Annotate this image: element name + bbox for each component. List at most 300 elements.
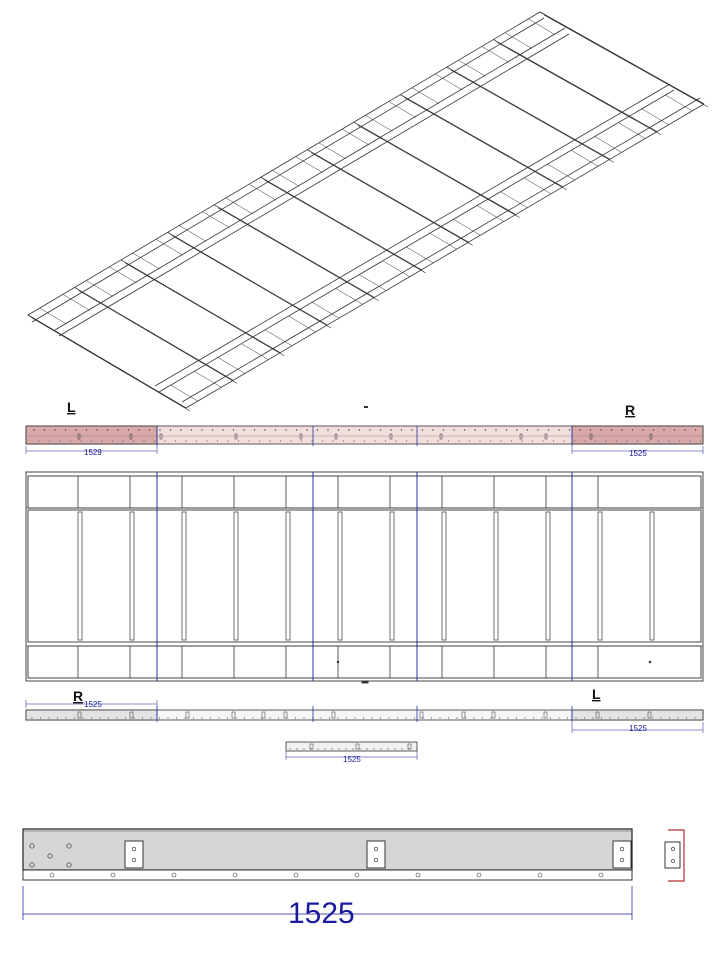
rail-hole (422, 429, 423, 430)
rail-hole (201, 429, 202, 430)
rail-hole (369, 429, 370, 430)
rail-hole (611, 429, 612, 430)
rail-hole (176, 717, 177, 718)
part-hole (289, 748, 290, 749)
iso-cross-member-edge (451, 70, 614, 162)
rail-hole (558, 429, 559, 430)
rail-hole (311, 440, 312, 441)
rail-hole (474, 429, 475, 430)
iso-short-bracket (524, 178, 551, 194)
rail-hole (371, 717, 372, 718)
rail-hole (674, 429, 675, 430)
iso-short-bracket (665, 95, 692, 111)
rail-hole (569, 429, 570, 430)
rail-hole (390, 429, 391, 430)
rail-hole (668, 440, 669, 441)
rail-hole (579, 429, 580, 430)
part-hole (380, 748, 381, 749)
rail-hole (439, 717, 440, 718)
iso-short-bracket (477, 205, 504, 221)
rail-hole (574, 440, 575, 441)
iso-short-bracket (336, 288, 363, 304)
rail-hole (254, 429, 255, 430)
iso-short-bracket (595, 136, 622, 152)
iso-short-bracket (453, 219, 480, 235)
part-hole (331, 748, 332, 749)
rail-hole (453, 429, 454, 430)
rail-hole (191, 429, 192, 430)
iso-short-bracket (430, 233, 457, 249)
plan-inner-member (494, 512, 498, 640)
iso-short-bracket (500, 192, 527, 208)
plan-inner-member (650, 512, 654, 640)
iso-short-bracket (109, 267, 136, 283)
rail-hole (500, 440, 501, 441)
rail-hole (558, 717, 559, 718)
iso-short-bracket (642, 109, 669, 125)
rail-hole (689, 440, 690, 441)
rail-hole (329, 717, 330, 718)
detail-bracket (613, 841, 631, 868)
rail-hole (469, 440, 470, 441)
iso-cross-member-edge (404, 98, 566, 190)
rail-hole (642, 429, 643, 430)
rail-hole (448, 440, 449, 441)
rail-hole (618, 717, 619, 718)
rail-hole (65, 429, 66, 430)
rail-hole (54, 429, 55, 430)
isometric-cross-members (28, 12, 708, 411)
rail-hole (695, 429, 696, 430)
rail-hole (170, 429, 171, 430)
plan-mark (649, 661, 651, 663)
rail-hole (264, 429, 265, 430)
rail-hole (516, 429, 517, 430)
rail-hole (601, 717, 602, 718)
iso-cross-member-edge (32, 318, 190, 411)
rail-hole (388, 717, 389, 718)
rail-hole (553, 440, 554, 441)
rail-hole (575, 717, 576, 718)
plan-inner-member (286, 512, 290, 640)
rail-hole (563, 440, 564, 441)
rail-hole (635, 717, 636, 718)
rail-hole (269, 440, 270, 441)
iso-cross-member (447, 67, 610, 159)
plan-inner-member (390, 512, 394, 640)
rail-hole (431, 717, 432, 718)
rail-hole (59, 440, 60, 441)
rail-hole (184, 717, 185, 718)
rail-hole (537, 429, 538, 430)
top-left-label: L (67, 399, 76, 415)
rail-hole (193, 717, 194, 718)
part-hole (359, 748, 360, 749)
plan-view (26, 472, 703, 683)
part-hole (394, 748, 395, 749)
rail-hole (133, 440, 134, 441)
rail-hole (320, 717, 321, 718)
rail-hole (295, 717, 296, 718)
iso-short-bracket (241, 344, 268, 360)
rail-hole (658, 440, 659, 441)
rail-hole (116, 717, 117, 718)
rail-hole (592, 717, 593, 718)
iso-short-bracket (359, 275, 386, 291)
iso-short-bracket (265, 330, 292, 346)
rail-hole (479, 440, 480, 441)
end-clip-view (665, 830, 684, 881)
rail-hole (327, 429, 328, 430)
rail-hole (621, 429, 622, 430)
rail-hole (212, 429, 213, 430)
rail-hole (397, 717, 398, 718)
rail-hole (322, 440, 323, 441)
rail-hole (133, 717, 134, 718)
iso-short-bracket (319, 143, 346, 159)
rail-hole (694, 717, 695, 718)
rail-hole (595, 440, 596, 441)
rail-hole (74, 717, 75, 718)
rail-hole (632, 429, 633, 430)
rail-hole (605, 440, 606, 441)
rail-hole (217, 440, 218, 441)
iso-short-bracket (226, 198, 253, 214)
rail-hole (159, 429, 160, 430)
rail-hole (235, 717, 236, 718)
iso-short-bracket (171, 385, 198, 401)
rail-hole (337, 717, 338, 718)
rail-hole (218, 717, 219, 718)
rail-hole (411, 429, 412, 430)
rail-hole (70, 440, 71, 441)
part-hole (324, 748, 325, 749)
rail-hole (91, 717, 92, 718)
rail-hole (125, 717, 126, 718)
rail-hole (511, 440, 512, 441)
rail-hole (150, 717, 151, 718)
rail-hole (401, 429, 402, 430)
iso-short-bracket (289, 316, 316, 332)
rail-hole (416, 440, 417, 441)
iso-short-bracket (365, 115, 392, 131)
iso-cross-member-edge (544, 15, 708, 107)
rail-hole (227, 440, 228, 441)
rail-hole (244, 717, 245, 718)
plan-cross-members (78, 476, 654, 678)
plan-inner-member (598, 512, 602, 640)
rail-hole (516, 717, 517, 718)
iso-short-bracket (272, 170, 299, 186)
rail-hole (663, 429, 664, 430)
iso-cross-member-edge (311, 153, 472, 245)
rail-hole (301, 440, 302, 441)
rail-hole (107, 429, 108, 430)
rail-hole (550, 717, 551, 718)
iso-short-bracket (528, 19, 555, 35)
rail-hole (600, 429, 601, 430)
rail-hole (542, 440, 543, 441)
iso-short-bracket (86, 281, 113, 297)
rail-hole (317, 429, 318, 430)
rail-hole (432, 429, 433, 430)
rail-hole (91, 440, 92, 441)
iso-cross-member-edge (172, 235, 332, 328)
part-hole (352, 748, 353, 749)
rail-hole (285, 429, 286, 430)
rail-hole (142, 717, 143, 718)
iso-short-bracket (179, 225, 206, 241)
iso-cross-member (261, 177, 422, 270)
rail-hole (473, 717, 474, 718)
rail-hole (679, 440, 680, 441)
rail-hole (405, 717, 406, 718)
rail-hole (259, 440, 260, 441)
iso-short-bracket (548, 164, 575, 180)
iso-short-bracket (435, 74, 462, 90)
iso-short-bracket (249, 184, 276, 200)
rail-hole (590, 429, 591, 430)
part-hole (401, 748, 402, 749)
iso-short-bracket (482, 46, 509, 62)
iso-cross-member-edge (497, 43, 660, 135)
bottom-right-label: L (592, 686, 601, 702)
rail-hole (196, 440, 197, 441)
small-part-dimension: 1525 (343, 755, 361, 764)
rail-hole (490, 440, 491, 441)
iso-short-bracket (133, 253, 160, 269)
rail-hole (380, 429, 381, 430)
rail-hole (278, 717, 279, 718)
part-hole (387, 748, 388, 749)
rail-hole (353, 440, 354, 441)
rail-hole (380, 717, 381, 718)
iso-short-bracket (296, 157, 323, 173)
rail-hole (227, 717, 228, 718)
rail-hole (44, 429, 45, 430)
rail-hole (206, 440, 207, 441)
iso-cross-member-edge (358, 125, 520, 217)
iso-cross-member (400, 95, 562, 187)
rail-hole (609, 717, 610, 718)
iso-short-bracket (505, 33, 532, 49)
rail-hole (149, 429, 150, 430)
bottom-elevation-rail (26, 700, 703, 733)
rail-hole (524, 717, 525, 718)
rail-hole (437, 440, 438, 441)
rail-hole (406, 440, 407, 441)
rail-hole (185, 440, 186, 441)
rail-hole (541, 717, 542, 718)
rail-hole (269, 717, 270, 718)
rail-hole (616, 440, 617, 441)
rail-hole (527, 429, 528, 430)
plan-inner-member (130, 512, 134, 640)
iso-short-bracket (40, 308, 67, 324)
rail-hole (303, 717, 304, 718)
rail-hole (159, 717, 160, 718)
rail-hole (65, 717, 66, 718)
rail-hole (101, 440, 102, 441)
rail-hole (343, 440, 344, 441)
rail-hole (532, 440, 533, 441)
rail-hole (700, 440, 701, 441)
rail-hole (210, 717, 211, 718)
rail-hole (626, 440, 627, 441)
rail-hole (364, 440, 365, 441)
iso-short-bracket (194, 371, 221, 387)
rail-hole (338, 429, 339, 430)
rail-hole (464, 429, 465, 430)
rail-hole (31, 717, 32, 718)
rail-hole (57, 717, 58, 718)
rail-hole (414, 717, 415, 718)
rail-hole (306, 429, 307, 430)
rail-hole (346, 717, 347, 718)
part-hole (345, 748, 346, 749)
rail-hole (637, 440, 638, 441)
rail-hole (684, 429, 685, 430)
rail-hole (643, 717, 644, 718)
rail-hole (427, 440, 428, 441)
bottom-right-dimension: 1525 (629, 724, 647, 733)
iso-short-bracket (218, 357, 245, 373)
iso-short-bracket (412, 88, 439, 104)
iso-short-bracket (459, 60, 486, 76)
rail-hole (48, 717, 49, 718)
rail-hole (49, 440, 50, 441)
iso-cross-member (168, 232, 328, 325)
rail-hole (332, 440, 333, 441)
rail-hole (660, 717, 661, 718)
rail-hole (374, 440, 375, 441)
rail-hole (275, 429, 276, 430)
rail-hole (138, 429, 139, 430)
rail-hole (201, 717, 202, 718)
rail-hole (75, 429, 76, 430)
plan-inner-member (78, 512, 82, 640)
iso-cross-member-edge (125, 263, 284, 356)
rail-hole (296, 429, 297, 430)
rail-hole (128, 429, 129, 430)
rail-hole (280, 440, 281, 441)
plan-inner-member (546, 512, 550, 640)
rail-hole (395, 440, 396, 441)
top-right-dimension: 1525 (629, 449, 647, 458)
rail-hole (669, 717, 670, 718)
rail-hole (167, 717, 168, 718)
rail-hole (99, 717, 100, 718)
iso-cross-member (28, 315, 186, 408)
rail-hole (647, 440, 648, 441)
plan-inner-member (182, 512, 186, 640)
rail-hole (521, 440, 522, 441)
iso-short-bracket (156, 239, 183, 255)
iso-short-bracket (406, 247, 433, 263)
iso-cross-member-edge (218, 208, 378, 301)
rail-hole (233, 429, 234, 430)
rail-hole (180, 429, 181, 430)
rail-hole (164, 440, 165, 441)
plan-inner-member (234, 512, 238, 640)
rail-hole (506, 429, 507, 430)
rail-hole (40, 717, 41, 718)
rail-hole (175, 440, 176, 441)
iso-cross-member (493, 40, 656, 132)
rail-hole (80, 440, 81, 441)
rail-hole (359, 429, 360, 430)
iso-short-bracket (203, 212, 230, 228)
iso-short-bracket (389, 102, 416, 118)
iso-cross-member (540, 12, 704, 104)
rail-hole (33, 429, 34, 430)
plan-inner-member (338, 512, 342, 640)
rail-hole (652, 717, 653, 718)
rail-hole (248, 440, 249, 441)
rail-hole (38, 440, 39, 441)
rail-hole (456, 717, 457, 718)
rail-hole (626, 717, 627, 718)
rail-hole (108, 717, 109, 718)
rail-hole (385, 440, 386, 441)
iso-cross-member (75, 287, 234, 380)
rail-hole (495, 429, 496, 430)
rail-hole (290, 440, 291, 441)
detail-dimension: 1525 (288, 897, 355, 930)
detail-bracket (367, 841, 385, 868)
rail-hole (252, 717, 253, 718)
plan-inner-member (442, 512, 446, 640)
plan-mark (337, 661, 339, 663)
iso-cross-member (354, 122, 516, 214)
top-left-dimension: 1529 (84, 448, 102, 457)
iso-short-bracket (342, 129, 369, 145)
rail-hole (112, 440, 113, 441)
top-elevation-rail (26, 406, 703, 454)
rail-hole (507, 717, 508, 718)
rail-hole (584, 440, 585, 441)
rail-hole (117, 429, 118, 430)
rail-hole (485, 429, 486, 430)
iso-short-bracket (571, 150, 598, 166)
rail-hole (243, 429, 244, 430)
iso-short-bracket (312, 302, 339, 318)
iso-short-bracket (383, 261, 410, 277)
iso-short-bracket (618, 123, 645, 139)
rail-hole (143, 440, 144, 441)
rail-hole (443, 429, 444, 430)
rail-hole (677, 717, 678, 718)
part-hole (303, 748, 304, 749)
rail-hole (122, 440, 123, 441)
iso-short-bracket (63, 294, 90, 310)
rail-hole (312, 717, 313, 718)
part-hole (366, 748, 367, 749)
bottom-left-label: R (73, 688, 84, 704)
rail-hole (533, 717, 534, 718)
isometric-frame-view (28, 12, 708, 411)
rail-hole (458, 440, 459, 441)
rail-hole (448, 717, 449, 718)
rail-hole (499, 717, 500, 718)
top-right-label: R (625, 402, 636, 418)
part-hole (373, 748, 374, 749)
part-hole (296, 748, 297, 749)
rail-hole (348, 429, 349, 430)
rail-hole (482, 717, 483, 718)
rail-hole (154, 440, 155, 441)
rail-hole (548, 429, 549, 430)
